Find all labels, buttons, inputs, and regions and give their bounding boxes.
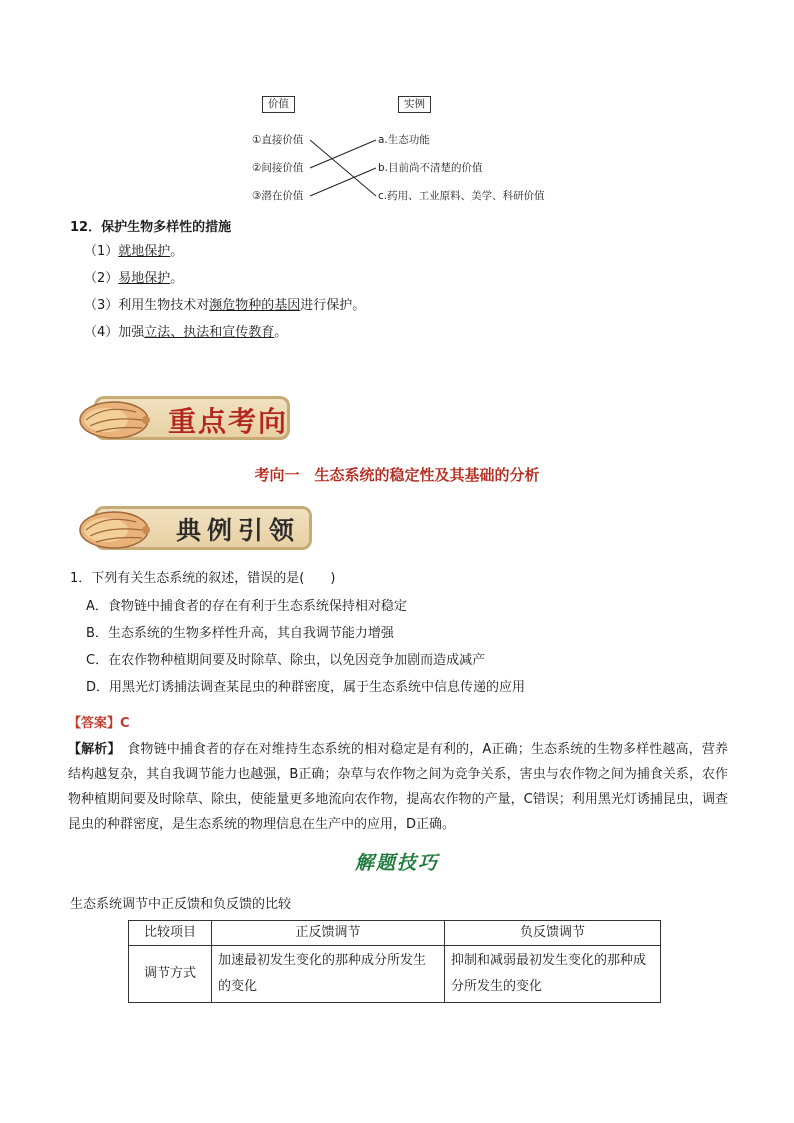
list-item	[84, 270, 183, 288]
analysis-text: 食物链中捕食者的存在对维持生态系统的相对稳定是有利的，A正确；生态系统的生物多样性越高，营养结构越复杂，其自我调节能力也越强，B正确；杂草与农作物之间为竞争关系，害虫与农作物之间为捕食关系，农作物种植期间要及时除草、除虫，使能量更多地流向农作物，提高农作物的产量，C错误；利用黑光灯诱捕昆虫，调查昆虫的种群密度，是生态系统的物理信息在生产中的应用，D正确。	[68, 742, 728, 832]
list-item	[84, 297, 365, 315]
diagram-right-item: c.药用、工业原料、美学、科研价值	[378, 190, 545, 202]
item-underlined: 立法、执法和宣传教育	[144, 325, 275, 340]
diagram-header-example: 实例	[398, 96, 431, 113]
item-suffix: 。	[274, 325, 288, 340]
table-row	[129, 946, 661, 1003]
question-option: C．在农作物种植期间要及时除草、除虫，以免因竞争加剧而造成减产	[86, 653, 486, 668]
table-cell: 加速最初发生变化的那种成分所发生的变化	[212, 946, 445, 1003]
tips-heading: 解题技巧	[354, 852, 439, 874]
item-suffix: 进行保护。	[300, 298, 366, 313]
section-title: 12．保护生物多样性的措施	[70, 220, 232, 235]
shell-icon	[76, 390, 156, 444]
item-underlined: 就地保护	[118, 244, 171, 259]
table-cell-label: 调节方式	[129, 946, 212, 1003]
item-prefix: （3）利用生物技术对	[84, 298, 210, 313]
diagram-header-value: 价值	[262, 96, 295, 113]
section-banner-key-directions	[76, 390, 290, 444]
diagram-right-item: b.目前尚不清楚的价值	[378, 162, 483, 174]
table-header-cell: 比较项目	[129, 921, 212, 946]
item-prefix: （4）加强	[84, 325, 145, 340]
question-stem: 1．下列有关生态系统的叙述，错误的是( )	[70, 571, 336, 586]
diagram-left-item: ②间接价值	[252, 162, 304, 174]
item-underlined: 易地保护	[118, 271, 171, 286]
analysis-tag: 【解析】	[68, 742, 115, 757]
table-cell: 抑制和减弱最初发生变化的那种成分所发生的变化	[445, 946, 661, 1003]
question-option: D．用黑光灯诱捕法调查某昆虫的种群密度，属于生态系统中信息传递的应用	[86, 680, 526, 695]
diagram-right-item: a.生态功能	[378, 134, 430, 146]
direction-heading: 考向一 生态系统的稳定性及其基础的分析	[254, 466, 540, 484]
table-header-cell: 负反馈调节	[445, 921, 661, 946]
banner-title: 重点考向	[168, 405, 289, 438]
diagram-left-item: ①直接价值	[252, 134, 304, 146]
item-underlined: 濒危物种的基因	[209, 298, 301, 313]
analysis-paragraph	[68, 737, 728, 837]
shell-icon	[76, 500, 156, 554]
item-prefix: （1）	[84, 244, 119, 259]
item-prefix: （2）	[84, 271, 119, 286]
diagram-left-item: ③潜在价值	[252, 190, 304, 202]
item-suffix: 。	[170, 271, 184, 286]
question-option: A．食物链中捕食者的存在有利于生态系统保持相对稳定	[86, 599, 407, 614]
table-intro: 生态系统调节中正反馈和负反馈的比较	[70, 897, 292, 912]
list-item	[84, 324, 287, 342]
diagram-connector-lines	[252, 92, 552, 212]
question-option: B．生态系统的生物多样性升高，其自我调节能力增强	[86, 626, 394, 641]
section-banner-example	[76, 500, 312, 554]
banner-title: 典例引领	[176, 516, 301, 545]
answer: 【答案】C	[68, 716, 130, 731]
list-item	[84, 243, 183, 261]
value-example-diagram	[252, 92, 552, 212]
comparison-table	[128, 920, 661, 1003]
table-header-cell: 正反馈调节	[212, 921, 445, 946]
table-header-row	[129, 921, 661, 946]
item-suffix: 。	[170, 244, 184, 259]
